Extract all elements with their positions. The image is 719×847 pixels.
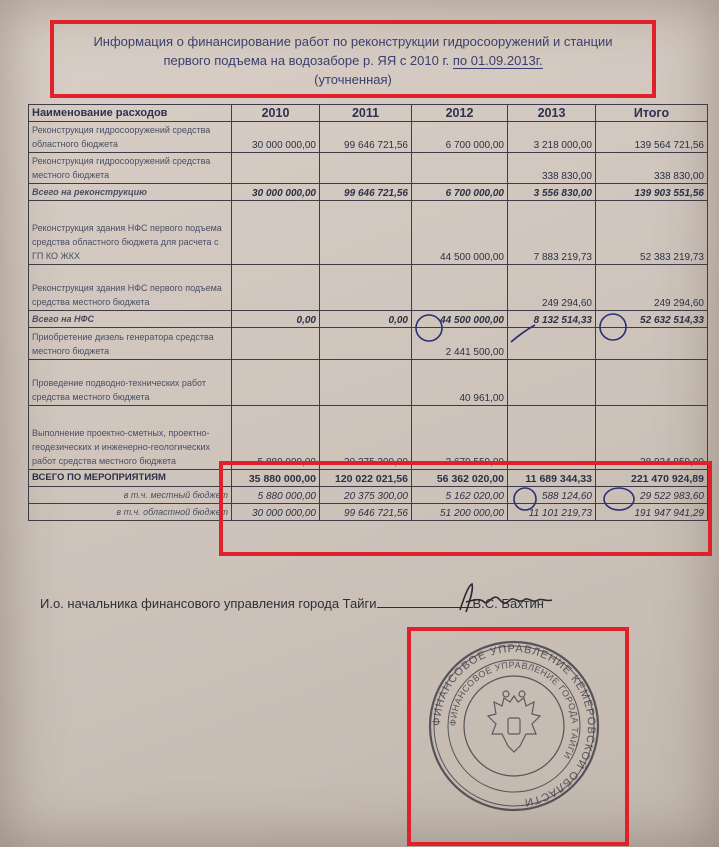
row-name: ВСЕГО ПО МЕРОПРИЯТИЯМ xyxy=(29,470,232,487)
table-row xyxy=(29,265,708,311)
title-line-2a: первого подъема на водозаборе р. ЯЯ с 2010 г. xyxy=(163,53,453,68)
cell xyxy=(232,328,320,360)
row-name: Приобретение дизель генератора средства местного бюджета xyxy=(29,328,232,360)
signer-position: И.о. начальника финансового управления города Тайги xyxy=(40,596,377,611)
cell: 30 000 000,00 xyxy=(232,184,320,201)
table-row xyxy=(29,122,708,153)
cell: 30 000 000,00 xyxy=(232,122,320,153)
cell xyxy=(320,265,412,311)
cell: 139 564 721,56 xyxy=(596,122,708,153)
stamp-inner-text: ФИНАНСОВОЕ УПРАВЛЕНИЕ ГОРОДА ТАЙГИ xyxy=(447,659,581,761)
row-name: Выполнение проектно-сметных, проектно-геодезических и инженерно-геологических работ средства местного бюджета xyxy=(29,406,232,470)
coat-of-arms-icon xyxy=(488,691,540,752)
cell: 52 383 219,73 xyxy=(596,201,708,265)
cell: 29 522 983,60 xyxy=(596,487,708,504)
cell: 2 441 500,00 xyxy=(412,328,508,360)
cell: 588 124,60 xyxy=(508,487,596,504)
cell: 120 022 021,56 xyxy=(320,470,412,487)
cell xyxy=(596,328,708,360)
handwritten-signature xyxy=(454,580,564,620)
row-name: Реконструкция гидросооружений средства областного бюджета xyxy=(29,122,232,153)
cell: 249 294,60 xyxy=(508,265,596,311)
cell xyxy=(412,265,508,311)
official-stamp xyxy=(424,638,604,814)
highlight-box-title xyxy=(50,20,656,98)
cell: 5 880 000,00 xyxy=(232,406,320,470)
col-header-total: Итого xyxy=(596,105,708,122)
title-line-3: (уточненная) xyxy=(314,72,392,87)
cell: 0,00 xyxy=(232,311,320,328)
cell xyxy=(508,360,596,406)
table-row xyxy=(29,311,708,328)
table-row xyxy=(29,153,708,184)
row-name: Реконструкция гидросооружений средства местного бюджета xyxy=(29,153,232,184)
table-row xyxy=(29,360,708,406)
row-name: Реконструкция здания НФС первого подъема средства областного бюджета для расчета с ГП КО ЖКХ xyxy=(29,201,232,265)
cell: 338 830,00 xyxy=(508,153,596,184)
title-line-1: Информация о финансирование работ по реконструкции гидросооружений и станции xyxy=(93,34,613,49)
cell: 20 375 300,00 xyxy=(320,487,412,504)
cell: 3 218 000,00 xyxy=(508,122,596,153)
row-name: Проведение подводно-технических работ средства местного бюджета xyxy=(29,360,232,406)
cell: 6 700 000,00 xyxy=(412,184,508,201)
cell: 0,00 xyxy=(320,311,412,328)
cell: 56 362 020,00 xyxy=(412,470,508,487)
cell xyxy=(412,153,508,184)
col-header-2010: 2010 xyxy=(232,105,320,122)
cell: 338 830,00 xyxy=(596,153,708,184)
financing-table xyxy=(28,104,708,521)
cell xyxy=(508,406,596,470)
cell xyxy=(320,360,412,406)
cell: 40 961,00 xyxy=(412,360,508,406)
cell xyxy=(320,153,412,184)
col-header-2011: 2011 xyxy=(320,105,412,122)
table-row xyxy=(29,184,708,201)
table-row xyxy=(29,328,708,360)
table-header-row xyxy=(29,105,708,122)
cell: 3 556 830,00 xyxy=(508,184,596,201)
cell xyxy=(320,328,412,360)
row-name: Всего на реконструкцию xyxy=(29,184,232,201)
signer-name: В.С. Бахтин xyxy=(472,596,544,611)
row-name: в т.ч. областной бюджет xyxy=(29,504,232,521)
cell: 99 646 721,56 xyxy=(320,122,412,153)
title-date: по 01.09.2013г. xyxy=(452,53,543,68)
cell: 249 294,60 xyxy=(596,265,708,311)
cell xyxy=(232,360,320,406)
cell xyxy=(320,201,412,265)
table-row xyxy=(29,406,708,470)
cell: 221 470 924,89 xyxy=(596,470,708,487)
cell: 11 689 344,33 xyxy=(508,470,596,487)
cell: 139 903 551,56 xyxy=(596,184,708,201)
cell: 51 200 000,00 xyxy=(412,504,508,521)
row-name: Реконструкция здания НФС первого подъема средства местного бюджета xyxy=(29,265,232,311)
col-header-2013: 2013 xyxy=(508,105,596,122)
cell: 30 000 000,00 xyxy=(232,504,320,521)
cell xyxy=(596,360,708,406)
cell: 52 632 514,33 xyxy=(596,311,708,328)
stamp-outer-text: ФИНАНСОВОЕ УПРАВЛЕНИЕ КЕМЕРОВСКОЙ ОБЛАСТИ xyxy=(430,642,598,809)
cell: 7 883 219,73 xyxy=(508,201,596,265)
row-name: в т.ч. местный бюджет xyxy=(29,487,232,504)
cell: 20 375 300,00 xyxy=(320,406,412,470)
cell: 35 880 000,00 xyxy=(232,470,320,487)
cell xyxy=(232,201,320,265)
cell: 2 679 559,00 xyxy=(412,406,508,470)
highlight-box-totals xyxy=(219,461,712,556)
cell: 44 500 000,00 xyxy=(412,311,508,328)
cell: 11 101 219,73 xyxy=(508,504,596,521)
cell xyxy=(508,328,596,360)
cell: 28 934 859,00 xyxy=(596,406,708,470)
cell: 44 500 000,00 xyxy=(412,201,508,265)
cell: 5 162 020,00 xyxy=(412,487,508,504)
cell xyxy=(232,265,320,311)
cell: 5 880 000,00 xyxy=(232,487,320,504)
cell: 99 646 721,56 xyxy=(320,504,412,521)
cell: 6 700 000,00 xyxy=(412,122,508,153)
col-header-2012: 2012 xyxy=(412,105,508,122)
cell xyxy=(232,153,320,184)
cell: 8 132 514,33 xyxy=(508,311,596,328)
cell: 191 947 941,29 xyxy=(596,504,708,521)
row-name: Всего на НФС xyxy=(29,311,232,328)
table-row xyxy=(29,201,708,265)
cell: 99 646 721,56 xyxy=(320,184,412,201)
col-header-name: Наименование расходов xyxy=(29,105,232,122)
